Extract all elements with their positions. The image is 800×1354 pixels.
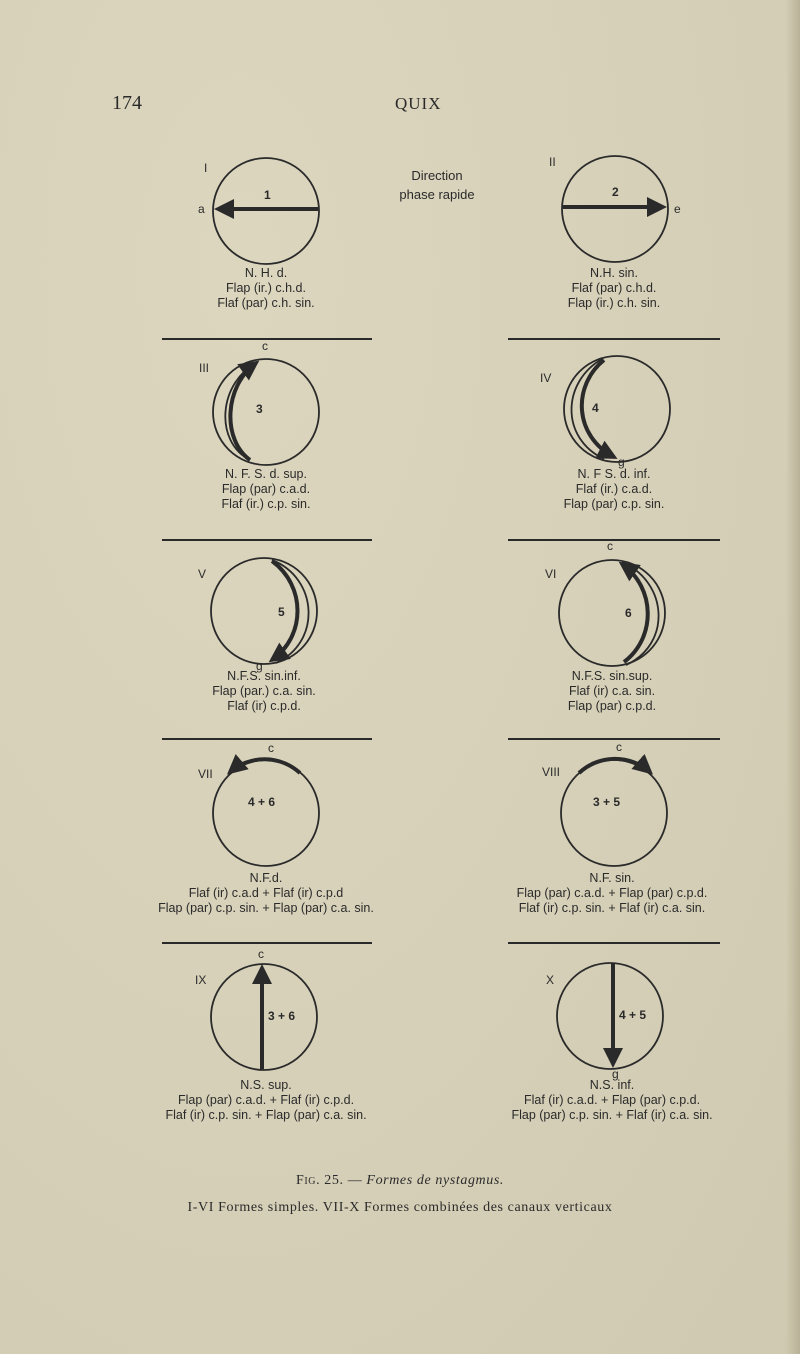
panel-7-line-2: Flaf (ir) c.a.d + Flaf (ir) c.p.d (188, 886, 344, 900)
panel-9-number: 3 + 6 (268, 1009, 296, 1023)
page-number: 174 (112, 92, 142, 114)
panel-4-caption (514, 467, 714, 512)
panel-6-line-1: N.F.S. sin.sup. (571, 669, 653, 683)
panel-8-line-1: N.F. sin. (589, 871, 635, 885)
panel-1-number: 1 (264, 188, 271, 202)
panel-7-line-1: N.F.d. (249, 871, 283, 885)
panel-5-diagram (211, 558, 317, 664)
panel-7-number: 4 + 6 (248, 795, 276, 809)
panel-6-number: 6 (625, 606, 632, 620)
panel-4-circle (564, 356, 670, 462)
panel-6-letter-c: c (607, 539, 613, 553)
panel-8-letter-c: c (616, 740, 622, 754)
panel-4-diagram (564, 356, 670, 462)
panel-9-line-3: Flaf (ir) c.p. sin. + Flap (par) c.a. sin. (165, 1108, 367, 1122)
panel-9-line-2: Flap (par) c.a.d. + Flaf (ir) c.p.d. (177, 1093, 355, 1107)
panel-7-arrow (230, 759, 300, 773)
panel-5-letter-g: g (256, 659, 263, 673)
separator-rules (162, 339, 720, 943)
panel-5-caption (164, 669, 364, 714)
panel-5-number: 5 (278, 605, 285, 619)
panel-9-diagram (211, 964, 317, 1070)
panel-3-line-3: Flaf (ir.) c.p. sin. (221, 497, 311, 511)
panel-6-line-2: Flaf (ir) c.a. sin. (568, 684, 656, 698)
panel-10-circle (557, 963, 663, 1069)
panel-7-circle (213, 760, 319, 866)
panel-4-line-1: N. F S. d. inf. (577, 467, 651, 481)
figure-subcaption: I-VI Formes simples. VII-X Formes combinées des canaux verticaux (187, 1200, 613, 1215)
panel-10-number: 4 + 5 (619, 1008, 647, 1022)
panel-4-line-2: Flaf (ir.) c.a.d. (575, 482, 653, 496)
panel-3-letter-c: c (262, 339, 268, 353)
panel-10-letter-g: g (612, 1067, 619, 1081)
panel-2-diagram (562, 156, 668, 262)
panel-8-roman: VIII (542, 765, 561, 779)
panel-3-line-1: N. F. S. d. sup. (225, 467, 307, 481)
panel-1-letter-a: a (198, 202, 205, 216)
panel-2-line-3: Flap (ir.) c.h. sin. (567, 296, 661, 310)
panel-4-letter-g: g (618, 455, 625, 469)
panel-8-diagram (561, 759, 667, 866)
panel-3-line-2: Flap (par) c.a.d. (221, 482, 311, 496)
panel-4-number: 4 (592, 401, 599, 415)
direction-legend-line1: Direction (411, 168, 463, 183)
panel-3-caption (166, 467, 366, 512)
panel-1-line-2: Flap (ir.) c.h.d. (226, 281, 306, 295)
panel-10-roman: X (546, 973, 555, 987)
panel-4-line-3: Flap (par) c.p. sin. (563, 497, 665, 511)
panel-9-roman: IX (195, 973, 207, 987)
panel-2-line-2: Flaf (par) c.h.d. (571, 281, 657, 295)
panel-3-roman: III (199, 361, 210, 375)
panel-8-line-2: Flap (par) c.a.d. + Flap (par) c.p.d. (516, 886, 708, 900)
panel-5-line-2: Flap (par.) c.a. sin. (212, 684, 316, 698)
panel-10-line-3: Flap (par) c.p. sin. + Flaf (ir) c.a. sin. (511, 1108, 713, 1122)
panel-7-line-3: Flap (par) c.p. sin. + Flap (par) c.a. sin. (158, 901, 374, 915)
running-title: QUIX (395, 94, 442, 113)
panel-6-diagram (559, 560, 665, 666)
panel-10-line-2: Flaf (ir) c.a.d. + Flap (par) c.p.d. (523, 1093, 701, 1107)
panel-9-caption (106, 1078, 426, 1123)
panel-8-number: 3 + 5 (593, 795, 621, 809)
panel-1-roman: I (204, 161, 208, 175)
panel-7-diagram (213, 759, 319, 866)
panel-8-line-3: Flaf (ir) c.p. sin. + Flaf (ir) c.a. sin. (518, 901, 706, 915)
panel-5-line-3: Flaf (ir) c.p.d. (227, 699, 301, 713)
panel-6-caption (512, 669, 712, 714)
panel-5-circle (211, 558, 317, 664)
panel-10-caption (452, 1078, 772, 1123)
panel-1-diagram (213, 158, 319, 264)
panel-10-diagram (557, 963, 663, 1069)
panel-1-line-1: N. H. d. (244, 266, 288, 280)
panel-9-letter-c: c (258, 947, 264, 961)
panel-4-roman: IV (540, 371, 552, 385)
panel-7-caption (106, 871, 426, 916)
panel-9-line-1: N.S. sup. (240, 1078, 292, 1092)
panel-2-roman: II (549, 155, 556, 169)
panel-2-letter-e: e (674, 202, 681, 216)
panel-6-line-3: Flap (par) c.p.d. (567, 699, 657, 713)
direction-legend-line2: phase rapide (399, 187, 475, 202)
panel-5-roman: V (198, 567, 207, 581)
panel-7-letter-c: c (268, 741, 274, 755)
panel-6-roman: VI (545, 567, 557, 581)
panel-1-caption (166, 266, 366, 311)
panel-2-number: 2 (612, 185, 619, 199)
panel-8-caption (452, 871, 772, 916)
panel-5-line-1: N.F.S. sin.inf. (227, 669, 301, 683)
panel-2-caption (514, 266, 714, 311)
panel-1-line-3: Flaf (par) c.h. sin. (217, 296, 315, 310)
panel-8-circle (561, 760, 667, 866)
panel-3-number: 3 (256, 402, 263, 416)
panel-2-line-1: N.H. sin. (590, 266, 638, 280)
figure-title: Formes de nystagmus. (366, 1173, 505, 1188)
panel-8-arrow (579, 759, 650, 773)
figure-caption-dash: — (343, 1173, 367, 1188)
figure-label: Fig. 25. (295, 1173, 344, 1188)
figure-caption (0, 1173, 800, 1189)
panel-7-roman: VII (198, 767, 213, 781)
panel-10-line-1: N.S. inf. (589, 1078, 635, 1092)
panel-3-diagram (213, 359, 319, 465)
